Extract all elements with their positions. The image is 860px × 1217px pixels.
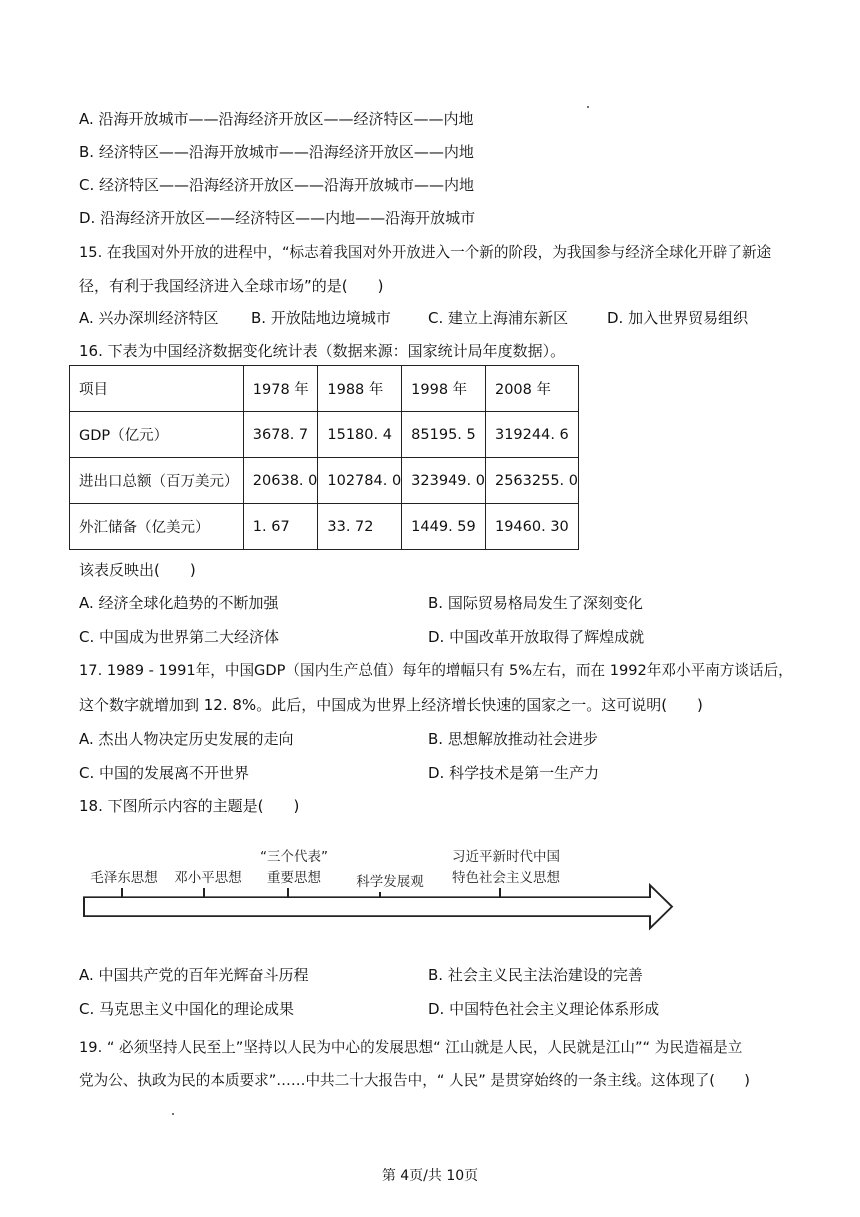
table-row — [70, 412, 579, 458]
q17-stem-line1: 17. 1989 - 1991年，中国GDP（国内生产总值）每年的增幅只有 5%左右，而在 1992年邓小平南方谈话后， — [79, 662, 793, 679]
table-cell: 1. 67 — [243, 504, 318, 550]
timeline-label: 习近平新时代中国 — [452, 849, 560, 865]
timeline-label: 邓小平思想 — [174, 870, 242, 886]
table-header-row — [70, 366, 579, 412]
q14-option-c[interactable]: C. 经济特区——沿海经济开放区——沿海开放城市——内地 — [79, 176, 475, 194]
q17-option-d[interactable]: D. 科学技术是第一生产力 — [428, 764, 600, 782]
q16-option-c[interactable]: C. 中国成为世界第二大经济体 — [79, 628, 280, 646]
timeline-labels — [90, 848, 560, 890]
q17-option-c[interactable]: C. 中国的发展离不开世界 — [79, 764, 250, 782]
table-row — [70, 504, 579, 550]
table-cell: 85195. 5 — [402, 412, 486, 458]
q14-option-a[interactable]: A. 沿海开放城市——沿海经济开放区——经济特区——内地 — [79, 110, 474, 128]
q17-option-b[interactable]: B. 思想解放推动社会进步 — [428, 730, 598, 748]
table-cell: 20638. 0 — [243, 458, 318, 504]
q18-stem: 18. 下图所示内容的主题是( ) — [79, 797, 300, 815]
table-header-cell: 1988 年 — [318, 366, 402, 412]
q15-option-d[interactable]: D. 加入世界贸易组织 — [607, 309, 749, 327]
q18-option-d[interactable]: D. 中国特色社会主义理论体系形成 — [428, 1000, 660, 1018]
q18-option-b[interactable]: B. 社会主义民主法治建设的完善 — [428, 966, 643, 984]
q16-question: 该表反映出( ) — [79, 561, 196, 579]
table-cell: 3678. 7 — [243, 412, 318, 458]
q18-option-a[interactable]: A. 中国共产党的百年光辉奋斗历程 — [79, 966, 309, 984]
timeline-arrow — [84, 885, 672, 928]
timeline-label: 毛泽东思想 — [90, 870, 158, 886]
table-header-cell: 2008 年 — [485, 366, 578, 412]
scan-dot — [587, 106, 589, 108]
q15-option-b[interactable]: B. 开放陆地边境城市 — [251, 309, 391, 327]
timeline-label: 重要思想 — [267, 870, 321, 886]
table-cell: 19460. 30 — [485, 504, 578, 550]
q14-option-d[interactable]: D. 沿海经济开放区——经济特区——内地——沿海开放城市 — [79, 209, 476, 227]
table-cell: 102784. 0 — [318, 458, 402, 504]
table-cell: 1449. 59 — [402, 504, 486, 550]
economic-data-table — [69, 365, 579, 550]
q16-stem: 16. 下表为中国经济数据变化统计表（数据来源：国家统计局年度数据）。 — [79, 342, 566, 360]
q18-option-c[interactable]: C. 马克思主义中国化的理论成果 — [79, 1000, 295, 1018]
table-cell: 319244. 6 — [485, 412, 578, 458]
table-header-cell: 1998 年 — [402, 366, 486, 412]
page-number: 第 4页/共 10页 — [381, 1168, 479, 1184]
table-cell: 323949. 0 — [402, 458, 486, 504]
q19-stem-line2: 党为公、执政为民的本质要求”……中共二十大报告中，“ 人民” 是贯穿始终的一条主线。这体现了( ) — [79, 1072, 750, 1089]
q15-option-a[interactable]: A. 兴办深圳经济特区 — [79, 309, 219, 327]
table-row — [70, 458, 579, 504]
table-header-cell: 项目 — [70, 366, 244, 412]
q17-stem-line2: 这个数字就增加到 12. 8%。此后，中国成为世界上经济增长快速的国家之一。这可说明( ) — [79, 696, 703, 714]
timeline-label: “三个代表” — [260, 849, 328, 865]
timeline-ticks — [122, 888, 500, 897]
table-cell: GDP（亿元） — [70, 412, 244, 458]
table-cell: 外汇储备（亿美元） — [70, 504, 244, 550]
q15-option-c[interactable]: C. 建立上海浦东新区 — [428, 309, 569, 327]
theory-timeline-figure — [78, 838, 678, 938]
q17-option-a[interactable]: A. 杰出人物决定历史发展的走向 — [79, 730, 294, 748]
q15-stem-line1: 15. 在我国对外开放的进程中，“标志着我国对外开放进入一个新的阶段，为我国参与经济全球化开辟了新途 — [79, 244, 772, 261]
q16-option-d[interactable]: D. 中国改革开放取得了辉煌成就 — [428, 628, 645, 646]
scan-dot — [172, 1113, 174, 1115]
q14-option-b[interactable]: B. 经济特区——沿海开放城市——沿海经济开放区——内地 — [79, 143, 474, 161]
q16-option-b[interactable]: B. 国际贸易格局发生了深刻变化 — [428, 594, 643, 612]
table-cell: 15180. 4 — [318, 412, 402, 458]
timeline-label: 特色社会主义思想 — [452, 870, 560, 886]
table-cell: 33. 72 — [318, 504, 402, 550]
table-header-cell: 1978 年 — [243, 366, 318, 412]
table-cell: 进出口总额（百万美元） — [70, 458, 244, 504]
table-cell: 2563255. 0 — [485, 458, 578, 504]
q15-stem-line2: 径，有利于我国经济进入全球市场”的是( ) — [79, 277, 384, 295]
timeline-label: 科学发展观 — [356, 874, 424, 890]
q19-stem-line1: 19. “ 必须坚持人民至上”坚持以人民为中心的发展思想“ 江山就是人民，人民就是江山”“ 为民造福是立 — [79, 1039, 743, 1056]
q16-option-a[interactable]: A. 经济全球化趋势的不断加强 — [79, 594, 279, 612]
